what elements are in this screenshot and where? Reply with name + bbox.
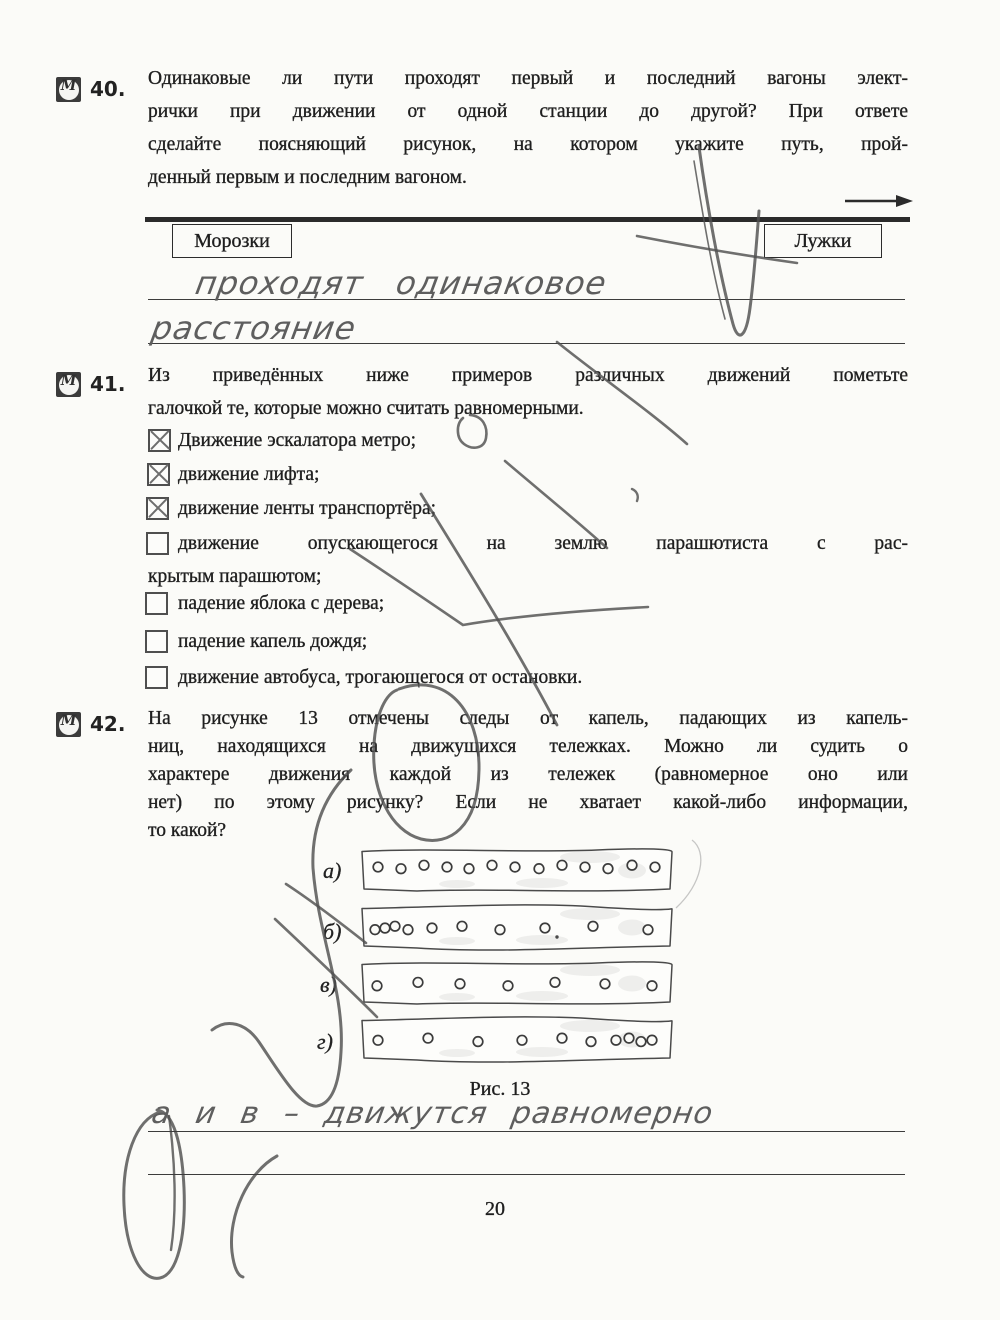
checkbox-label: движение лифта; [178, 464, 320, 485]
checkbox-label: движение опускающегося на землю парашютиста с рас- [178, 533, 908, 554]
pencil-scribble [350, 549, 648, 625]
answer-line [148, 1131, 905, 1132]
text-line: На рисунке 13 отмечены следы от капель, падающих из капель- [148, 708, 908, 729]
handwritten-answer: проходят одинаковое [192, 264, 610, 302]
problem-42-number: 42. [90, 712, 126, 736]
checkbox-parachutist [146, 532, 169, 555]
strip-label-a: а) [323, 858, 342, 883]
text-line: Из приведённых ниже примеров различных движений пометьте [148, 365, 908, 386]
checkbox-label: движение ленты транспортёра; [178, 498, 437, 519]
checkbox-apple [145, 592, 168, 615]
text-line: характере движения каждой из тележек (равномерное оно или [148, 764, 908, 785]
strip-label-g: г) [317, 1029, 333, 1054]
metro-icon-letter: М [60, 78, 77, 94]
station-box-left: Морозки [172, 224, 292, 258]
figure-caption: Рис. 13 [469, 1078, 531, 1100]
text-line: рички при движении от одной станции до другой? При ответе [148, 101, 908, 122]
text-line: то какой? [148, 820, 227, 841]
text-line: денный первым и последним вагоном. [148, 167, 467, 188]
checkbox-bus [145, 666, 168, 689]
text-line: сделайте поясняющий рисунок, на котором укажите путь, прой- [148, 134, 908, 155]
checkbox-conveyor [146, 497, 169, 520]
pencil-scribble [124, 1110, 185, 1278]
strip-label-b: б) [323, 919, 342, 944]
pencil-scribble [632, 489, 638, 501]
text-line: галочкой те, которые можно считать равномерными. [148, 398, 584, 419]
strip-label-v: в) [320, 972, 337, 997]
problem-41-text [148, 359, 908, 425]
pencil-scribble [169, 1116, 175, 1250]
checkbox-elevator [147, 463, 170, 486]
metro-icon-letter: М [60, 713, 77, 729]
checkbox-escalator [148, 429, 171, 452]
metro-icon-letter: М [60, 373, 77, 389]
handwritten-answer: расстояние [148, 309, 360, 347]
pencil-scribble [421, 494, 557, 725]
checkbox-label: падение яблока с дерева; [178, 593, 385, 614]
answer-line [148, 1174, 905, 1175]
page-number: 20 [485, 1198, 505, 1220]
checkbox-label: движение автобуса, трогающегося от остановки. [178, 667, 583, 688]
metro-icon [56, 77, 81, 102]
checkbox-label-wrap: крытым парашютом; [148, 566, 322, 587]
railway-line [145, 217, 910, 222]
problem-40-number: 40. [90, 77, 126, 101]
problem-40-text [148, 62, 908, 194]
checkbox-label: падение капель дождя; [178, 631, 368, 652]
metro-icon [56, 372, 81, 397]
handwritten-answer: а и в – движутся равномерно [148, 1096, 717, 1131]
checkbox-label: Движение эскалатора метро; [178, 430, 417, 451]
text-line: ниц, находящихся на движущихся тележках. Можно ли судить о [148, 736, 908, 757]
checkbox-raindrops [145, 630, 168, 653]
problem-41-number: 41. [90, 372, 126, 396]
problem-42-text [148, 705, 908, 845]
text-line: нет) по этому рисунку? Если не хватает какой-либо информации, [148, 792, 908, 813]
metro-icon [56, 712, 81, 737]
station-box-right: Лужки [764, 224, 882, 258]
text-line: Одинаковые ли пути проходят первый и последний вагоны элект- [148, 68, 908, 89]
